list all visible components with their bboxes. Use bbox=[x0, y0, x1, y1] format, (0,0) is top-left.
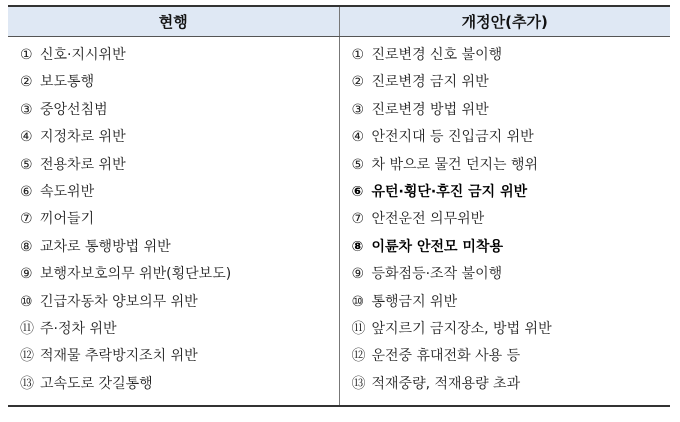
proposed-item bbox=[352, 343, 671, 370]
current-item-number: ③ bbox=[20, 101, 33, 118]
current-item bbox=[20, 261, 339, 288]
current-item-text: 고속도로 갓길통행 bbox=[40, 375, 153, 392]
proposed-item-text: 안전운전 의무위반 bbox=[371, 211, 485, 228]
current-item-text: 끼어들기 bbox=[40, 211, 95, 228]
current-item-number: ⑨ bbox=[20, 266, 33, 283]
proposed-item-number: ⑫ bbox=[351, 348, 366, 365]
proposed-item bbox=[352, 97, 671, 124]
current-item bbox=[20, 234, 339, 261]
current-item bbox=[20, 152, 339, 179]
current-item-number: ⑤ bbox=[20, 156, 33, 173]
proposed-item-number: ⑧ bbox=[351, 238, 364, 255]
current-item-number: ⑧ bbox=[20, 238, 33, 255]
proposed-item-number: ④ bbox=[351, 129, 365, 146]
current-item-text: 보도통행 bbox=[40, 74, 95, 91]
proposed-items-list bbox=[352, 42, 671, 398]
current-item bbox=[20, 371, 339, 398]
current-item bbox=[20, 124, 339, 151]
current-item-number: ① bbox=[20, 47, 33, 63]
proposed-item-text: 유턴·횡단·후진 금지 위반 bbox=[371, 183, 528, 200]
current-items-list bbox=[20, 42, 339, 398]
proposed-item bbox=[352, 69, 671, 96]
proposed-item bbox=[352, 234, 671, 261]
proposed-item-number: ⑨ bbox=[351, 266, 365, 283]
proposed-item bbox=[352, 206, 671, 233]
current-item bbox=[20, 42, 339, 69]
proposed-item-number: ① bbox=[351, 47, 365, 63]
comparison-table bbox=[8, 5, 670, 407]
current-item-number: ⑪ bbox=[20, 320, 34, 337]
header-row bbox=[8, 6, 670, 37]
current-item bbox=[20, 179, 339, 206]
header-proposed: 개정안(추가) bbox=[339, 6, 670, 37]
current-item bbox=[20, 316, 339, 343]
comparison-table-container bbox=[8, 5, 670, 407]
current-item-text: 적재물 추락방지조치 위반 bbox=[40, 348, 198, 365]
current-item bbox=[20, 206, 339, 233]
proposed-item bbox=[352, 179, 671, 206]
proposed-item-text: 진로변경 금지 위반 bbox=[371, 74, 489, 91]
proposed-item-text: 차 밖으로 물건 던지는 행위 bbox=[371, 156, 539, 173]
proposed-item-text: 통행금지 위반 bbox=[371, 293, 458, 310]
current-item bbox=[20, 343, 339, 370]
proposed-item-text: 앞지르기 금지장소, 방법 위반 bbox=[371, 320, 552, 337]
current-item-text: 주·정차 위반 bbox=[40, 320, 117, 337]
current-item-number: ⑬ bbox=[20, 375, 34, 392]
proposed-item-text: 진로변경 신호 불이행 bbox=[371, 47, 503, 63]
proposed-item bbox=[352, 316, 671, 343]
proposed-item bbox=[352, 42, 671, 69]
proposed-item-number: ⑪ bbox=[351, 320, 366, 337]
body-row bbox=[8, 37, 670, 407]
proposed-item-text: 안전지대 등 진입금지 위반 bbox=[371, 129, 534, 146]
current-item-number: ⑫ bbox=[20, 348, 34, 365]
current-item-number: ⑩ bbox=[20, 293, 33, 310]
proposed-item bbox=[352, 371, 671, 398]
current-item-text: 속도위반 bbox=[40, 183, 95, 200]
proposed-item-number: ⑦ bbox=[351, 211, 365, 228]
current-item-number: ② bbox=[20, 74, 33, 91]
current-item-text: 긴급자동차 양보의무 위반 bbox=[40, 293, 198, 310]
proposed-item-number: ⑬ bbox=[351, 375, 366, 392]
current-item-text: 전용차로 위반 bbox=[40, 156, 126, 173]
current-item bbox=[20, 289, 339, 316]
proposed-item-number: ⑥ bbox=[351, 183, 364, 200]
proposed-item bbox=[352, 152, 671, 179]
current-item-text: 지정차로 위반 bbox=[40, 129, 126, 146]
current-item-number: ⑥ bbox=[20, 183, 33, 200]
header-current: 현행 bbox=[8, 6, 339, 37]
current-item-number: ⑦ bbox=[20, 211, 33, 228]
current-item-text: 중앙선침범 bbox=[40, 101, 108, 118]
current-item bbox=[20, 69, 339, 96]
current-column bbox=[8, 37, 339, 407]
proposed-item-text: 진로변경 방법 위반 bbox=[371, 101, 489, 118]
proposed-item-number: ⑤ bbox=[351, 156, 365, 173]
current-item bbox=[20, 97, 339, 124]
proposed-item-text: 적재중량, 적재용량 초과 bbox=[371, 375, 521, 392]
proposed-item-number: ⑩ bbox=[351, 293, 365, 310]
current-item-text: 교차로 통행방법 위반 bbox=[40, 238, 171, 255]
proposed-column bbox=[339, 37, 670, 407]
proposed-item-number: ③ bbox=[351, 101, 365, 118]
proposed-item-text: 운전중 휴대전화 사용 등 bbox=[371, 348, 521, 365]
proposed-item-text: 이륜차 안전모 미착용 bbox=[371, 238, 503, 255]
proposed-item bbox=[352, 261, 671, 288]
proposed-item-text: 등화점등·조작 불이행 bbox=[371, 266, 503, 283]
current-item-number: ④ bbox=[20, 129, 33, 146]
current-item-text: 보행자보호의무 위반(횡단보도) bbox=[40, 266, 232, 283]
current-item-text: 신호·지시위반 bbox=[40, 47, 126, 63]
proposed-item bbox=[352, 289, 671, 316]
proposed-item-number: ② bbox=[351, 74, 365, 91]
proposed-item bbox=[352, 124, 671, 151]
